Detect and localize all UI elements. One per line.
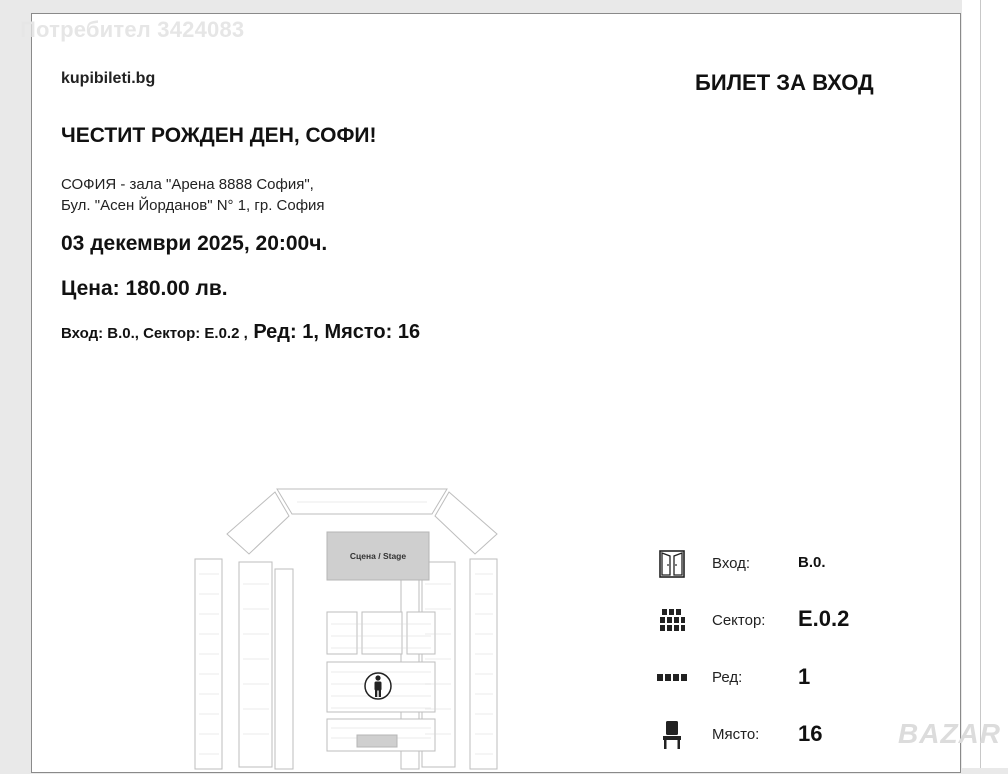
seat-summary — [61, 321, 420, 344]
seat-summary-entrance-sector: Вход: В.0., Сектор: Е.0.2 , — [61, 325, 248, 342]
seat-summary-row-seat: Ред: 1, Място: 16 — [247, 321, 421, 343]
door-icon — [656, 548, 688, 580]
ticket-price: Цена: 180.00 лв. — [61, 277, 228, 300]
brand-logo: kupibileti.bg — [61, 70, 156, 87]
sector-left-mid — [239, 562, 272, 767]
venue-line-2: Бул. "Асен Йорданов" N° 1, гр. София — [61, 197, 325, 214]
legend-row — [652, 658, 932, 698]
page-margin — [962, 0, 1008, 768]
entrance-label: Вход: — [712, 555, 751, 572]
event-datetime: 03 декември 2025, 20:00ч. — [61, 232, 328, 255]
sector-left-inner — [275, 569, 293, 769]
legend-sector — [652, 601, 932, 641]
user-watermark: Потребител 3424083 — [20, 17, 245, 42]
sector-top-right — [435, 492, 497, 554]
ticket — [31, 13, 961, 773]
row-label: Ред: — [712, 669, 743, 686]
venue-address — [61, 174, 325, 216]
seating-map — [157, 464, 537, 774]
seat-row-icon — [656, 662, 688, 694]
sector-right-outer — [470, 559, 497, 769]
seat-legend — [652, 544, 932, 774]
legend-entrance — [652, 544, 932, 584]
entrance-value: В.0. — [798, 554, 826, 571]
sector-top-left — [227, 492, 289, 554]
site-watermark: BAZAR — [898, 718, 1001, 749]
venue-line-1: СОФИЯ - зала "Арена 8888 София", — [61, 176, 314, 193]
sector-value: Е.0.2 — [798, 606, 850, 631]
standing-area-icon — [365, 673, 391, 699]
seat-value: 16 — [798, 721, 823, 746]
sector-label: Сектор: — [712, 612, 766, 629]
event-title: ЧЕСТИТ РОЖДЕН ДЕН, СОФИ! — [61, 124, 377, 147]
seat-label: Място: — [712, 726, 760, 743]
page-edge — [980, 0, 981, 768]
control-booth — [357, 735, 397, 747]
seat-group-icon — [656, 605, 688, 637]
legend-seat — [652, 715, 932, 755]
sector-left-outer — [195, 559, 222, 769]
row-value: 1 — [798, 664, 811, 689]
sector-top — [277, 489, 447, 514]
stage-label: Сцена / Stage — [349, 551, 407, 561]
ticket-label: БИЛЕТ ЗА ВХОД — [695, 70, 874, 95]
chair-icon — [656, 719, 688, 751]
